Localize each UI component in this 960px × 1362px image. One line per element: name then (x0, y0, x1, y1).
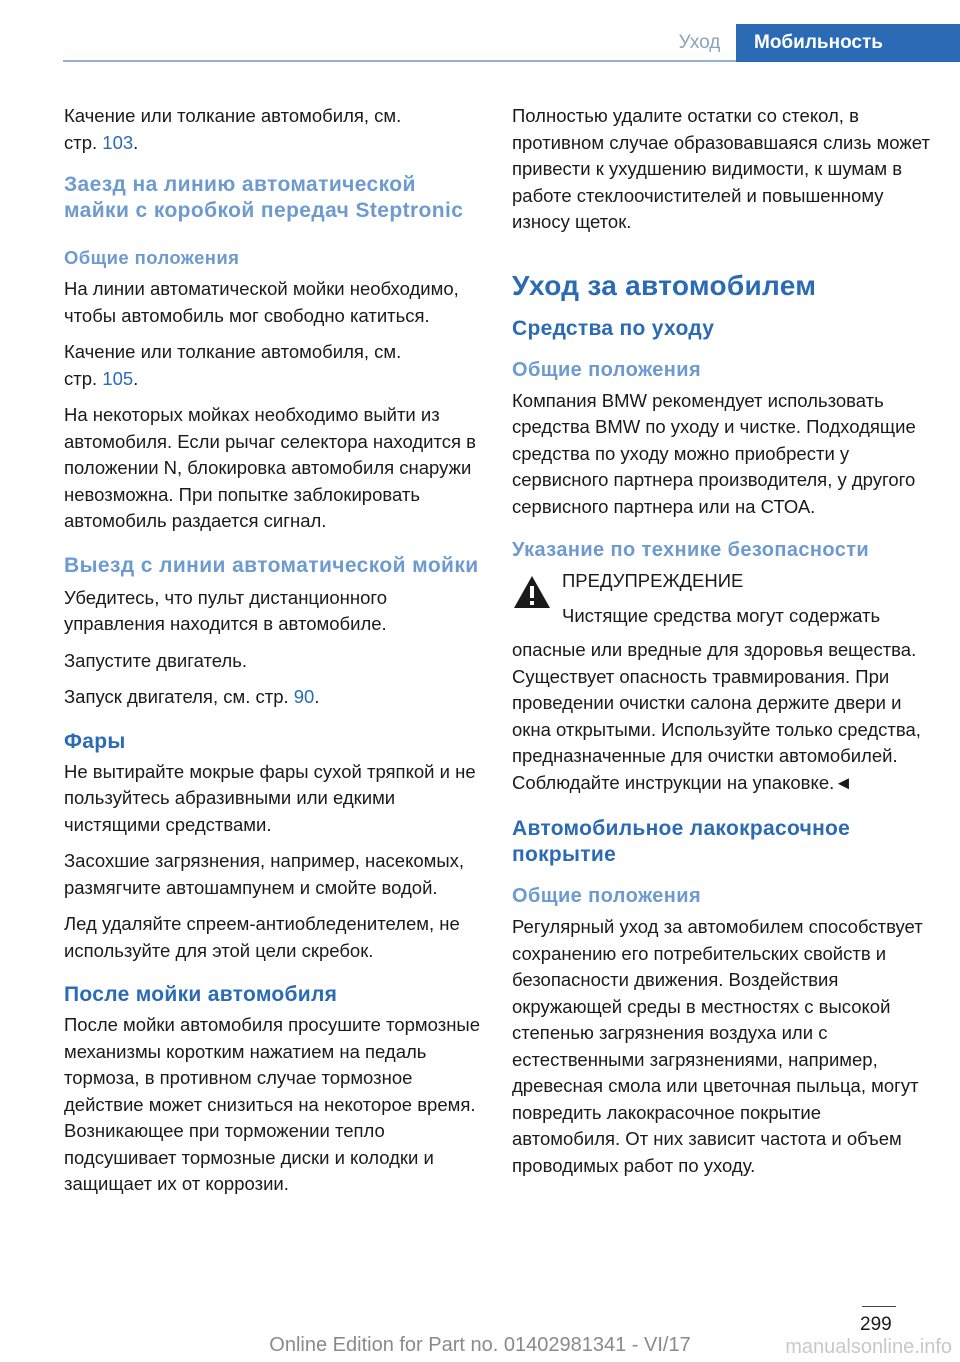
left-column (64, 103, 482, 1208)
text: Качение или толкание автомобиля, см. (64, 341, 402, 362)
heading-general-3: Общие положения (512, 885, 702, 907)
heading-general-1: Общие положения (64, 247, 240, 268)
text: . (133, 131, 139, 153)
edition-note: Online Edition for Part no. 01402981341 - VI/17 (269, 1334, 691, 1356)
warning-block (512, 568, 930, 629)
heading-general-2: Общие положения (512, 358, 702, 381)
header-section-tab[interactable]: Уход (678, 32, 721, 53)
warning-title: ПРЕДУПРЕЖДЕНИЕ (562, 570, 744, 591)
heading-exit-wash: Выезд с линии автоматической мойки (64, 553, 479, 577)
watermark: manualsonline.info (785, 1336, 952, 1358)
heading-lights: Фары (64, 729, 126, 753)
heading-safety-note: Указание по технике безопасности (512, 539, 870, 561)
paragraph: На линии автоматической мойки необходимо, чтобы автомобиль мог свободно катиться. (64, 278, 459, 326)
warning-first-line: Чистящие средства могут содержать (562, 604, 881, 626)
heading-after-wash: После мойки автомобиля (64, 983, 338, 1006)
text: Запуск двигателя, см. стр. (64, 686, 294, 707)
paragraph: Не вытирайте мокрые фары сухой тряпкой и не пользуйтесь абразивными или едкими чистящими средствами. (64, 760, 476, 835)
footer-rule (862, 1306, 896, 1307)
page-link-105[interactable]: 105 (102, 367, 134, 389)
heading-car-care: Уход за автомобилем (512, 269, 817, 301)
paragraph: Засохшие загрязнения, например, насекомых, размягчите автошампунем и смойте водой. (64, 850, 465, 898)
paragraph: Компания BMW рекомендует использовать средства BMW по уходу и чистке. Подходящие средства по уходу можно приобрести у сервисного партнера производителя, у другого сервисного партнера или на СТОА. (512, 389, 916, 517)
text: . (314, 686, 320, 707)
text: . (133, 367, 139, 389)
warning-text: опасные или вредные для здоровья вещества. Существует опасность травмирования. При проведении очистки салона держите двери и окна открытыми. Используйте только средства, предназначенные для очистки автомобилей. Соблюдайте инструкции на упаковке.◄ (512, 639, 921, 793)
heading-care-products: Средства по уходу (512, 316, 715, 340)
page-link-103[interactable]: 103 (102, 131, 134, 153)
paragraph: Регулярный уход за автомобилем способствует сохранению его потребительских свойств и безопасности движения. Воздействия окружающей среды в местностях с высокой степенью загрязнения воздуха или с естественными загрязнениями, например, древесная смола или цветочная пыльца, могут повредить лакокрасочное покрытие автомобиля. От них зависит частота и объем проводимых работ по уходу. (512, 916, 923, 1176)
page-number: 299 (860, 1314, 892, 1335)
header-chapter-tab[interactable]: Мобильность (736, 24, 960, 62)
paragraph: Лед удаляйте спреем-антиобледенителем, не используйте для этой цели скребок. (64, 913, 460, 961)
text: стр. (64, 367, 103, 389)
text: стр. (64, 131, 103, 153)
warning-icon (512, 574, 552, 610)
paragraph: Убедитесь, что пульт дистанционного управления находится в автомобиле. (64, 586, 387, 634)
text: Качение или толкание автомобиля, см. (64, 105, 402, 126)
page-link-90[interactable]: 90 (293, 686, 315, 707)
paragraph (64, 103, 482, 156)
paragraph: Запустите двигатель. (64, 649, 247, 671)
heading-paint: Автомобильное лакокрасочное покрытие (512, 817, 851, 866)
paragraph (64, 684, 482, 711)
paragraph: Полностью удалите остатки со стекол, в противном случае образовавшаяся слизь может привести к ухудшению видимости, к шумам в работе стеклоочистителей и повышенному износу щеток. (512, 105, 930, 232)
heading-steptronic: Заезд на линию автоматической майки с коробкой передач Steptronic (64, 173, 464, 222)
paragraph (64, 339, 482, 392)
right-column (512, 103, 930, 1189)
paragraph: На некоторых мойках необходимо выйти из автомобиля. Если рычаг селектора находится в положении N, блокировка автомобиля снаружи невозможна. При попытке заблокировать автомобиль раздается сигнал. (64, 404, 476, 531)
paragraph: После мойки автомобиля просушите тормозные механизмы коротким нажатием на педаль тормоза, в противном случае тормозное действие может снизиться на некоторое время. Возникающее при торможении тепло подсушивает тормозные диски и колодки и защищает их от коррозии. (64, 1014, 481, 1194)
